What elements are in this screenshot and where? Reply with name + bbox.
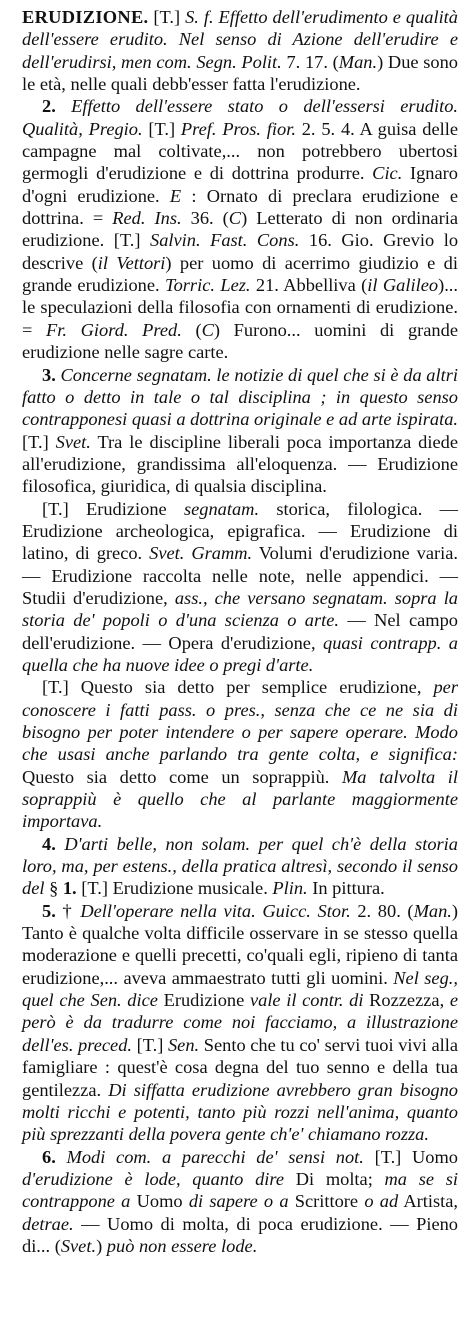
- entry-text: [T.] Questo sia detto per semplice erudizione,: [42, 677, 434, 698]
- entry-text: il Vettori: [97, 252, 166, 273]
- entry-text: può non essere lode.: [106, 1235, 258, 1256]
- entry-text: ) Letterato di non ordinaria erudizione. [T.]: [22, 208, 458, 251]
- entry-text: Cic.: [372, 163, 403, 184]
- entry-text: †: [55, 900, 81, 921]
- entry-text: ): [96, 1235, 107, 1256]
- entry-text: ) Due sono le età, nelle quali debb'esser fatta l'erudizione.: [22, 51, 459, 95]
- entry-text: 21. Abbelliva (: [250, 275, 368, 296]
- entry-text: [T.] Erudizione musicale.: [76, 878, 273, 899]
- entry-text: ) Furono... uomini di grande erudizione nelle sagre carte.: [22, 319, 458, 363]
- entry-text: D'arti belle, non solam. per quel ch'è della storia loro, ma, per estens., della pratica altresì, secondo il senso del: [22, 833, 458, 899]
- entry-text: — Nel campo dell'erudizione. — Opera d'erudizione,: [22, 610, 458, 653]
- entry-text: Nel seg., quel che Sen. dice: [22, 967, 458, 1011]
- entry-text: Rozzezza,: [363, 990, 450, 1011]
- entry-text: d'erudizione è lode, quanto dire: [22, 1168, 285, 1189]
- entry-text: Sento che tu co' servi tuoi vivi alla famigliare : quest'è cosa degna del tuo senno e della tua gentilezza.: [22, 1034, 458, 1100]
- entry-section: [22, 498, 458, 677]
- entry-text: In pittura.: [307, 878, 385, 899]
- entry-section: [22, 900, 458, 1146]
- entry-text: Dell'operare nella vita. Guicc. Stor.: [80, 900, 351, 921]
- entry-text: Questo sia detto come un soprappiù.: [22, 766, 342, 787]
- entry-text: Artista,: [398, 1191, 458, 1212]
- entry-text: di sapere o a: [188, 1191, 289, 1212]
- entry-text: 2.: [42, 96, 56, 117]
- entry-text: S. f. Effetto dell'erudimento e qualità dell'essere erudito. Nel senso di Azione dell'erudire e dell'erudirsi, men com. Segn. Polit.: [22, 7, 458, 72]
- entry-text: [T.] Uomo: [363, 1146, 458, 1167]
- entry-text: 3.: [42, 364, 56, 385]
- entry-text: 36. (: [181, 208, 229, 229]
- entry-text: 2. 80. (: [350, 900, 414, 921]
- entry-text: Modi com. a parecchi de' sensi not.: [66, 1146, 364, 1167]
- entry-text: ) Tanto è qualche volta difficile osservare in se stesso quella moderazione e quelli precetti, co'quali egli, ripieno di tanta erudizione,... aveva ammaestrato tutti gli uomini.: [22, 900, 458, 988]
- entry-text: il Galileo: [367, 275, 439, 296]
- entry-text: Uomo: [130, 1191, 189, 1212]
- entry-text: Tra le discipline liberali poca importanza diede all'erudizione, grandissima all'eloquenza. — Erudizione filosofica, giuridica, di qualsia disciplina.: [22, 431, 458, 497]
- entry-text: o ad: [364, 1191, 399, 1212]
- entry-text: Concerne segnatam. le notizie di quel che si è da altri fatto o detto in tale o tal disciplina ; in questo senso contrapponesi quasi a dottrina originale e ad arte ispirata.: [22, 364, 458, 430]
- entry-text: [T.]: [22, 431, 56, 452]
- entry-section: [22, 95, 458, 363]
- entry-text: C: [201, 319, 214, 340]
- entry-text: Man.: [413, 900, 452, 921]
- entry-text: ma se si contrappone a: [22, 1168, 458, 1212]
- entry-text: — Uomo di molta, di poca erudizione. — Pieno di... (: [22, 1213, 458, 1256]
- entry-text: Di siffatta erudizione avrebbero gran bisogno molti ricchi e potenti, tanto più rozzi nell'anima, quanto più sprezzanti della povera gente ch'e' chiamano rozza.: [22, 1079, 458, 1145]
- entry-text: [T.]: [148, 7, 186, 27]
- entry-text: Di molta;: [284, 1168, 385, 1189]
- entry-text: [T.]: [132, 1034, 168, 1055]
- entry-text: segnatam.: [183, 498, 260, 519]
- entry-text: Erudizione: [157, 990, 250, 1011]
- entry-text: 4.: [42, 833, 56, 854]
- entry-text: Man.: [338, 51, 378, 72]
- entry-text: 5.: [42, 900, 56, 921]
- entry-text: Effetto dell'essere stato o dell'essersi erudito. Qualità, Pregio.: [22, 96, 458, 139]
- entry-text: Red. Ins.: [112, 208, 182, 229]
- entry-text: : Ornato di preclara erudizione e dottrina. =: [22, 185, 458, 229]
- entry-text: Plin.: [272, 878, 308, 899]
- entry-text: Torric. Lez.: [165, 275, 251, 296]
- entry-text: 16. Gio. Grevio lo descrive (: [22, 230, 459, 273]
- entry-text: ) per uomo di acerrimo giudizio e di grande erudizione.: [22, 252, 458, 296]
- entry-text: e però è da tradurre come noi facciamo, a illustrazione dell'es. preced.: [22, 990, 459, 1055]
- entry-text: [T.]: [142, 118, 181, 139]
- entry-text: Svet.: [60, 1235, 97, 1256]
- entry-text: per conoscere i fatti pass. o pres., senza che ce ne sia di bisogno per poter intendere o per sapere operare. Modo che usasi anche parlando tra gente colta, e significa:: [22, 677, 458, 765]
- entry-text: )... le speculazioni della filosofia con ornamenti di erudizione. =: [22, 275, 458, 340]
- entry-text: Svet. Gramm.: [149, 543, 253, 564]
- entry-text: [56, 96, 71, 116]
- entry-text: E: [169, 185, 182, 206]
- entry-text: 1.: [62, 878, 77, 899]
- entry-text: §: [44, 878, 63, 899]
- entry-text: Scrittore: [288, 1191, 365, 1212]
- entry-text: storica, filologica. — Erudizione archeologica, epigrafica. — Erudizione di latino, di greco.: [22, 498, 458, 564]
- entry-section: [22, 364, 458, 498]
- entry-section: [22, 1146, 458, 1258]
- entry-text: ass., che versano segnatam. sopra la storia de' popoli o d'una scienza o arte.: [22, 587, 458, 631]
- entry-text: 6.: [42, 1146, 56, 1167]
- entry-section: [22, 833, 458, 900]
- entry-section: [22, 6, 458, 95]
- entry-text: quasi contrapp. a quella che ha nuove idee o pregi d'arte.: [22, 632, 459, 675]
- entry-text: vale il contr. di: [249, 990, 364, 1011]
- entry-text: Ma talvolta il soprappiù è quello che al parlante maggiormente importava.: [22, 766, 458, 832]
- entry-text: Ignaro d'ogni erudizione.: [22, 163, 458, 206]
- entry-text: [56, 1147, 67, 1167]
- headword: ERUDIZIONE.: [22, 7, 149, 27]
- entry-text: Svet.: [55, 431, 91, 452]
- entry-text: Salvin. Fast. Cons.: [150, 230, 300, 251]
- entry-text: detrae.: [22, 1213, 74, 1234]
- entry-section: [22, 676, 458, 832]
- entry-text: Volumi d'erudizione varia. — Erudizione raccolta nelle note, nelle appendici. — Studii d'erudizione,: [22, 543, 459, 608]
- entry-text: Sen.: [167, 1034, 200, 1055]
- entry-text: [T.] Erudizione: [42, 498, 184, 519]
- entry-text: (: [181, 319, 202, 340]
- entry-text: C: [228, 208, 242, 229]
- entry-text: 7. 17. (: [281, 51, 339, 72]
- entry-text: Fr. Giord. Pred.: [46, 319, 182, 340]
- entry-text: Pref. Pros. fior.: [180, 118, 296, 139]
- entry-text: 2. 5. 4. A guisa delle campagne mal coltivate,... non potrebbero ubertosi germogli d'erudizione e di dottrina produrre.: [22, 118, 458, 184]
